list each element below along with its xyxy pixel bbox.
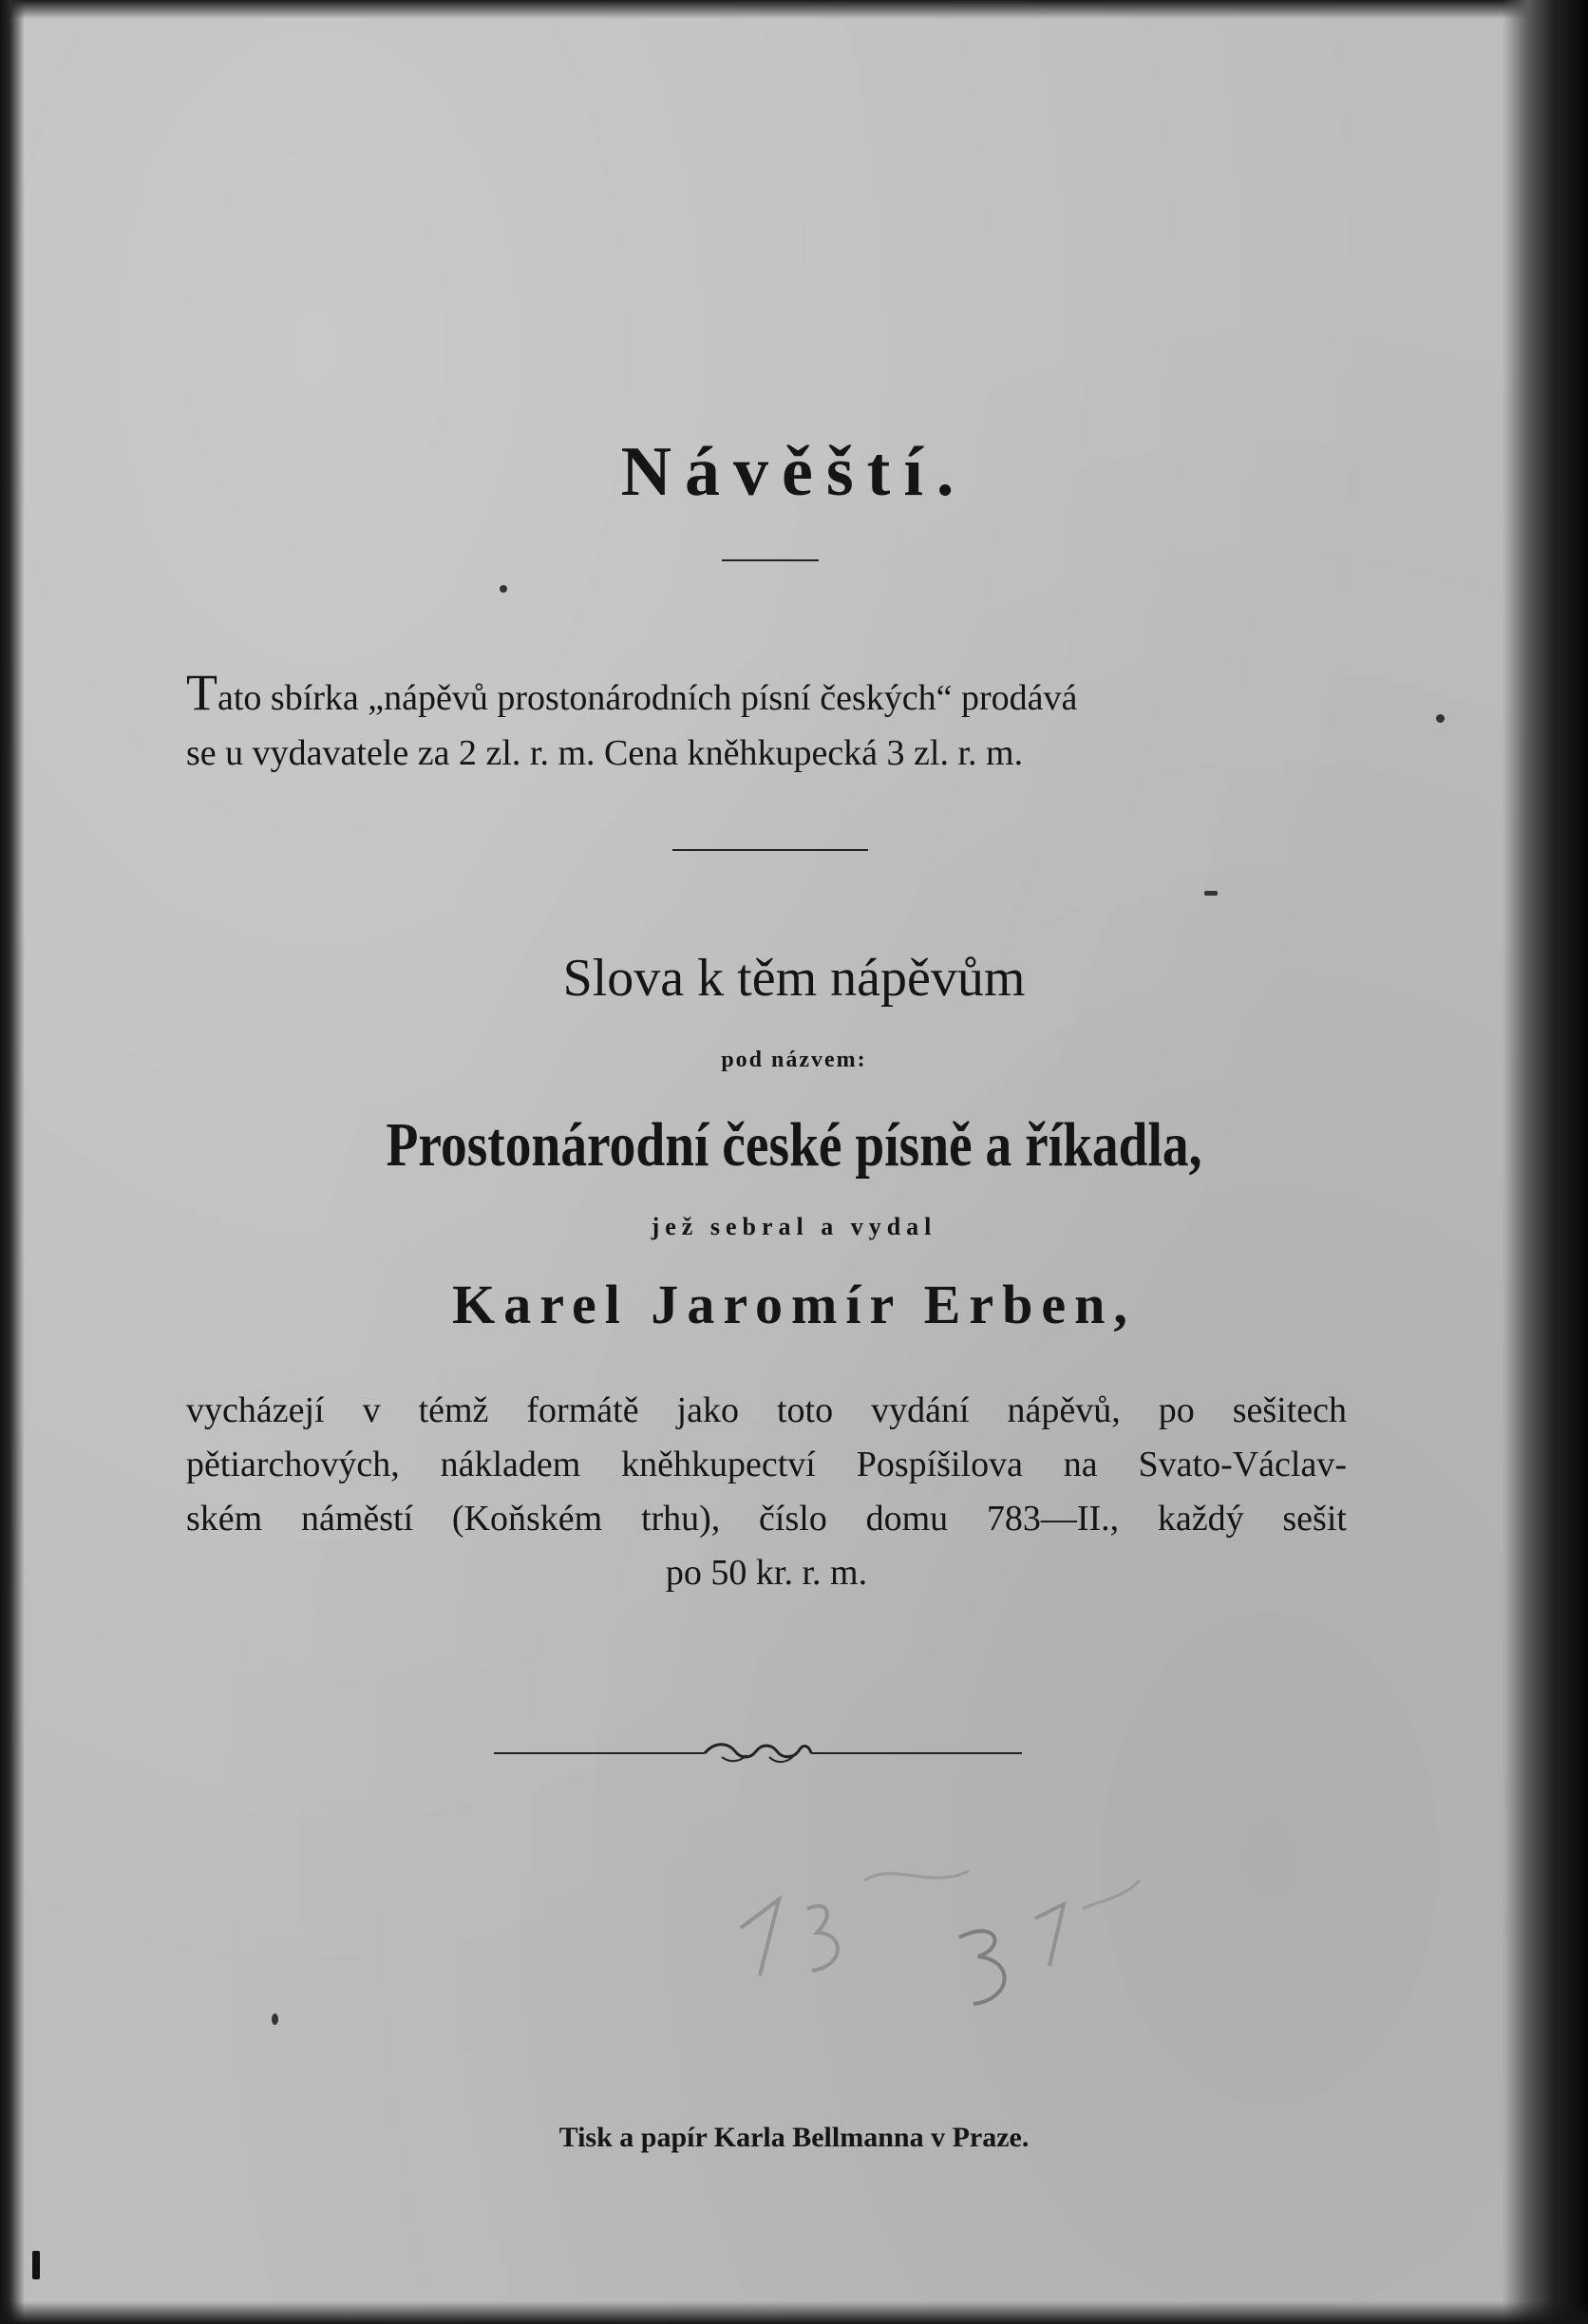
description-word: vydání [871, 1390, 970, 1430]
description-word: pětiarchových, [186, 1445, 400, 1484]
description-word: témž [418, 1390, 489, 1430]
description-word: sešit [1282, 1499, 1347, 1539]
title-rule [722, 559, 819, 561]
description-word: po [1158, 1390, 1195, 1430]
collected-by-label: jež sebral a vydal [651, 1213, 937, 1240]
print-fleck [32, 2251, 40, 2279]
print-fleck [1436, 714, 1445, 723]
description-line [186, 1492, 1347, 1546]
printer-imprint: Tisk a papír Karla Bellmanna v Praze. [558, 2122, 1030, 2153]
description-line [186, 1384, 1347, 1438]
description-word: trhu), [640, 1499, 721, 1539]
scan-edge-bottom [0, 2301, 1588, 2324]
description-word: nákladem [440, 1445, 581, 1484]
sales-notice [186, 665, 1354, 781]
description-word: jako [676, 1390, 739, 1430]
description-word: v [362, 1390, 381, 1430]
description-word: vycházejí [186, 1390, 325, 1430]
description-word: nápěvů, [1007, 1390, 1121, 1430]
description-word: na [1063, 1445, 1098, 1484]
page-title: Návěští. [620, 433, 968, 511]
description-line [186, 1438, 1347, 1492]
description-word: každý [1157, 1499, 1244, 1539]
book-title: Prostonárodní české písně a říkadla, [386, 1110, 1202, 1180]
description-word: Svato-Václav- [1138, 1445, 1347, 1484]
description-word: domu [865, 1499, 949, 1539]
scan-edge-left [0, 0, 25, 2324]
author-name: Karel Jaromír Erben, [452, 1274, 1136, 1335]
description-word: náměstí [300, 1499, 414, 1539]
description-word: formátě [526, 1390, 639, 1430]
description-word: toto [776, 1390, 834, 1430]
under-name-label: pod názvem: [721, 1048, 867, 1072]
description-word: číslo [759, 1499, 827, 1539]
words-title: Slova k těm nápěvům [562, 949, 1026, 1008]
print-fleck [500, 585, 507, 593]
ornament-divider [494, 1736, 1022, 1770]
description-word: po 50 kr. r. m. [665, 1553, 868, 1593]
description-line [186, 1546, 1347, 1600]
notice-line-1 [186, 665, 1354, 726]
print-fleck [272, 2013, 278, 2025]
description-word: ském [186, 1499, 263, 1539]
print-fleck [1204, 891, 1218, 896]
drop-initial: T [186, 664, 217, 721]
scan-edge-right [1503, 0, 1588, 2324]
description-word: kněhkupectví [621, 1445, 816, 1484]
description-word: Pospíšilova [856, 1445, 1023, 1484]
description-word: (Koňském [451, 1499, 603, 1539]
notice-line-2: se u vydavatele za 2 zl. r. m. Cena kněhkupecká 3 zl. r. m. [186, 733, 1024, 773]
description-word: sešitech [1232, 1390, 1347, 1430]
scan-edge-top [0, 0, 1588, 19]
publication-description [186, 1384, 1347, 1600]
notice-line-1-text: ato sbírka „nápěvů prostonárodních písní českých“ prodává [217, 678, 1078, 718]
description-word: 783—II., [986, 1499, 1120, 1539]
section-rule [672, 849, 868, 851]
pencil-marks [722, 1842, 1159, 2013]
